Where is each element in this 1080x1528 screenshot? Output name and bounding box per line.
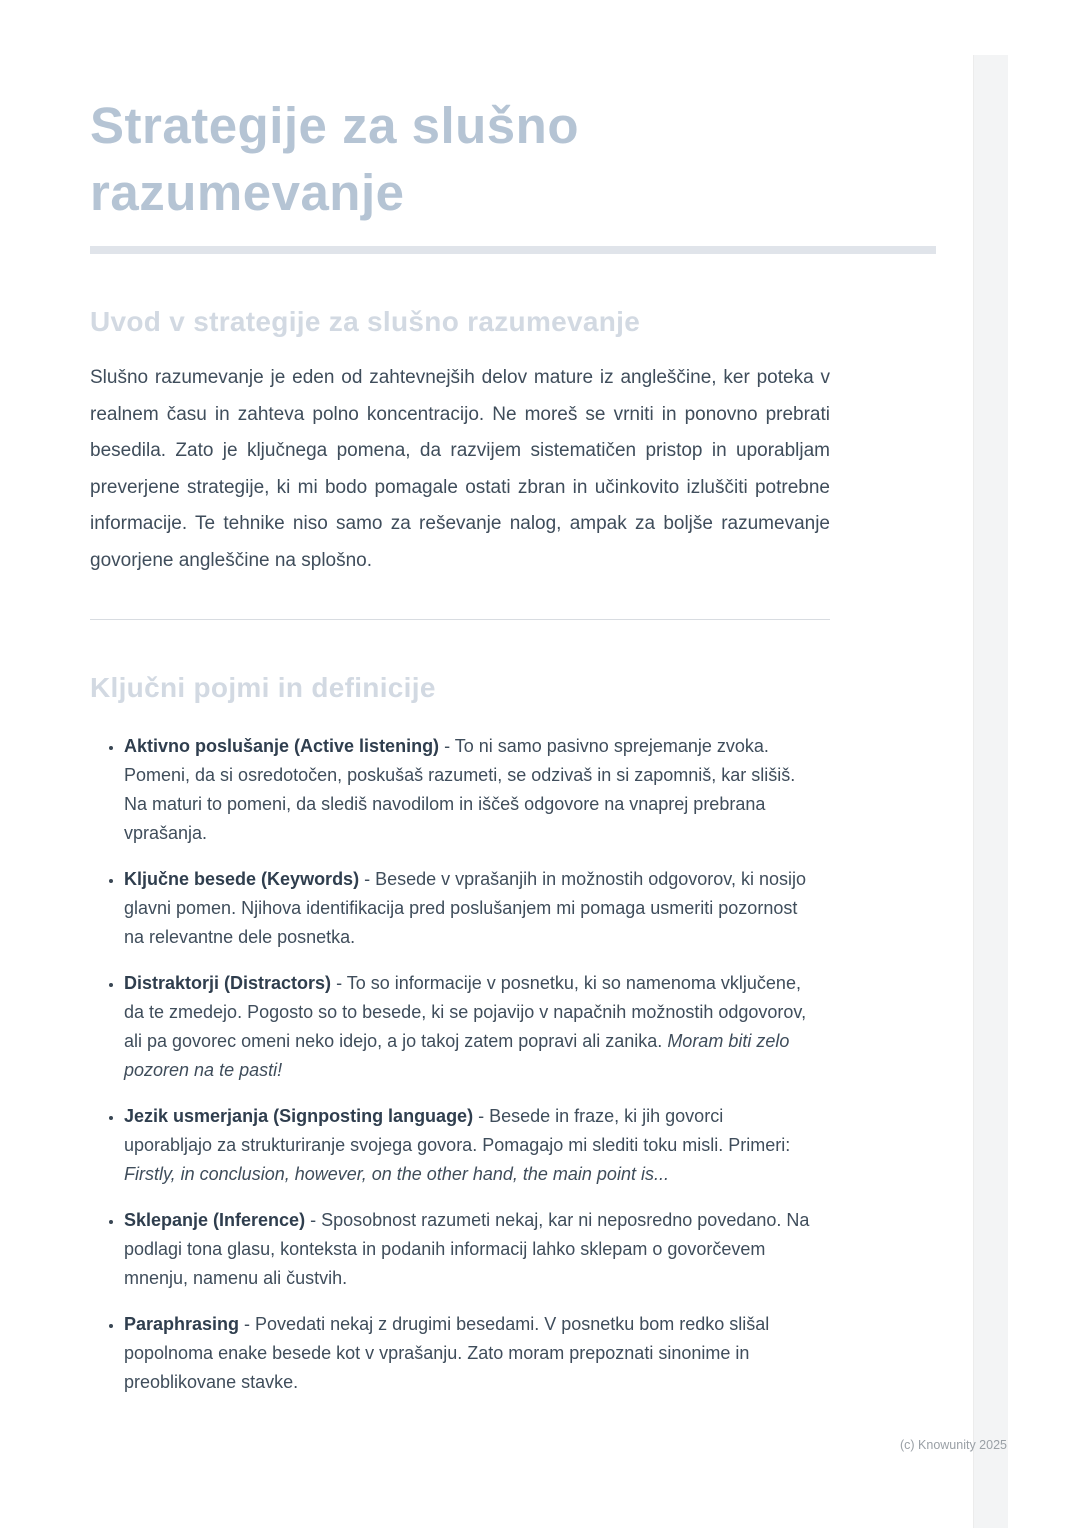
definition-text: - Besede v vprašanjih in možnostih odgovorov, ki nosijo glavni pomen. Njihova identifikacija pred poslušanjem mi pomaga usmeriti pozornost na relevantne dele posnetka. [124, 869, 806, 947]
definition-term: Ključne besede (Keywords) [124, 869, 360, 889]
section-intro [90, 304, 938, 579]
list-item [124, 1206, 814, 1293]
definition-term: Distraktorji (Distractors) [124, 973, 332, 993]
definition-text: - To ni samo pasivno sprejemanje zvoka. Pomeni, da si osredotočen, poskušaš razumeti, se odzivaš in si zapomniš, kar slišiš. Na maturi to pomeni, da slediš navodilom in iščeš odgovore na vnaprej prebrana vprašanja. [124, 736, 796, 843]
definition-term: Jezik usmerjanja (Signposting language) [124, 1106, 474, 1126]
definitions-list [90, 732, 814, 1397]
copyright: (c) Knowunity 2025 [899, 1438, 1007, 1452]
definition-example: Moram biti zelo pozoren na te pasti! [124, 1031, 790, 1080]
definition-text: - Sposobnost razumeti nekaj, kar ni neposredno povedano. Na podlagi tona glasu, konteksta in podanih informacij lahko sklepam o govorčevem mnenju, namenu ali čustvih. [124, 1210, 810, 1288]
list-item [124, 732, 814, 848]
definition-text: - To so informacije v posnetku, ki so namenoma vključene, da te zmedejo. Pogosto so to besede, ki se pojavijo v napačnih možnostih odgovorov, ali pa govorec omeni neko idejo, a jo takoj zatem popravi ali zanika. [124, 973, 807, 1051]
intro-paragraph: Slušno razumevanje je eden od zahtevnejših delov mature iz angleščine, ker poteka v realnem času in zahteva polno koncentracijo. Ne moreš se vrniti in ponovno prebrati besedila. Zato je ključnega pomena, da razvijem sistematičen pristop in uporabljam preverjene strategije, ki mi bodo pomagale ostati zbran in učinkovito izluščiti potrebne informacije. Te tehnike niso samo za reševanje nalog, ampak za boljše razumevanje govorjene angleščine na splošno. [90, 367, 830, 571]
title-divider [90, 246, 936, 254]
section-heading-intro: Uvod v strategije za slušno razumevanje [90, 306, 641, 337]
scrollbar-track[interactable] [973, 55, 1008, 1528]
definition-term: Aktivno poslušanje (Active listening) [124, 736, 440, 756]
definition-term: Paraphrasing [124, 1314, 240, 1334]
section-divider [90, 619, 830, 620]
list-item [124, 1310, 814, 1397]
definition-example: Firstly, in conclusion, however, on the other hand, the main point is... [124, 1164, 669, 1184]
document-content [90, 92, 938, 1414]
section-definitions [90, 670, 938, 1397]
definition-term: Sklepanje (Inference) [124, 1210, 306, 1230]
definition-text: - Besede in fraze, ki jih govorci uporabljajo za strukturiranje svojega govora. Pomagajo mi slediti toku misli. Primeri: [124, 1106, 791, 1155]
section-heading-definitions: Ključni pojmi in definicije [90, 672, 436, 703]
page-title: Strategije za slušno razumevanje [90, 97, 579, 221]
list-item [124, 1102, 814, 1189]
definition-text: - Povedati nekaj z drugimi besedami. V posnetku bom redko slišal popolnoma enake besede kot v vprašanju. Zato moram prepoznati sinonime in preoblikovane stavke. [124, 1314, 770, 1392]
list-item [124, 969, 814, 1085]
list-item [124, 865, 814, 952]
